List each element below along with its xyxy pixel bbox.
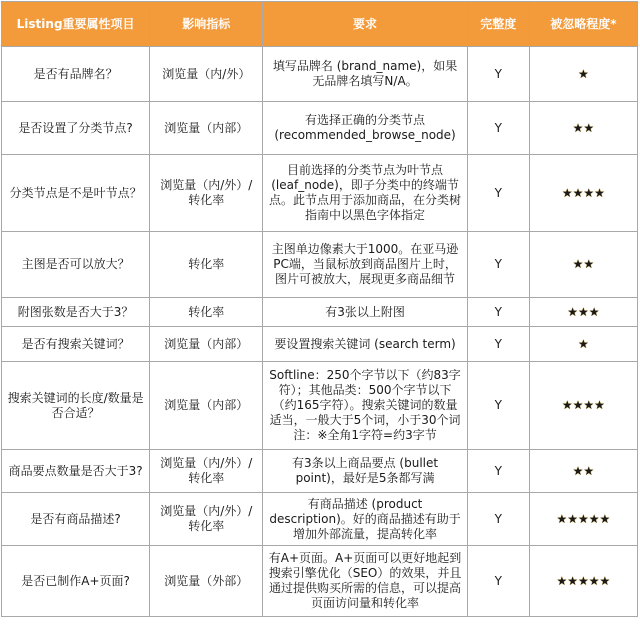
row-stars: ★★★ bbox=[529, 298, 637, 327]
row-complete: Y bbox=[467, 546, 529, 617]
row-stars: ★★★★ bbox=[529, 362, 637, 450]
header-requirement: 要求 bbox=[263, 2, 467, 47]
row-metric: 浏览量（内部） bbox=[150, 327, 263, 362]
row-item: 是否有品牌名？ bbox=[2, 47, 150, 102]
row-stars: ★★ bbox=[529, 450, 637, 493]
table-row bbox=[2, 232, 638, 298]
row-requirement: 有选择正确的分类节点 (recommended_browse_node) bbox=[263, 102, 467, 155]
row-metric: 浏览量（内/外）/ 转化率 bbox=[150, 450, 263, 493]
row-item: 商品要点数量是否大于3? bbox=[2, 450, 150, 493]
row-complete: Y bbox=[467, 298, 529, 327]
row-requirement: 主图单边像素大于1000。在亚马逊PC端，当鼠标放到商品图片上时，图片可被放大，展现更多商品细节 bbox=[263, 232, 467, 298]
header-metric: 影响指标 bbox=[150, 2, 263, 47]
row-metric: 浏览量（内/外） bbox=[150, 47, 263, 102]
row-metric: 浏览量（内部） bbox=[150, 362, 263, 450]
row-item: 分类节点是不是叶节点？ bbox=[2, 155, 150, 232]
row-item: 是否设置了分类节点? bbox=[2, 102, 150, 155]
row-complete: Y bbox=[467, 232, 529, 298]
row-complete: Y bbox=[467, 102, 529, 155]
table-row bbox=[2, 546, 638, 617]
row-metric: 转化率 bbox=[150, 298, 263, 327]
row-complete: Y bbox=[467, 493, 529, 546]
row-requirement: 要设置搜索关键词 (search term) bbox=[263, 327, 467, 362]
row-complete: Y bbox=[467, 450, 529, 493]
row-requirement: 目前选择的分类节点为叶节点 (leaf_node)，即子分类中的终端节点。此节点用于添加商品，在分类树指南中以黑色字体指定 bbox=[263, 155, 467, 232]
row-metric: 浏览量（内/外）/ 转化率 bbox=[150, 155, 263, 232]
row-item: 是否已制作A+页面? bbox=[2, 546, 150, 617]
header-completeness: 完整度 bbox=[467, 2, 529, 47]
row-item: 主图是否可以放大？ bbox=[2, 232, 150, 298]
listing-attributes-table bbox=[1, 1, 638, 617]
row-item: 是否有商品描述? bbox=[2, 493, 150, 546]
row-requirement: 有A+页面。A+页面可以更好地起到搜索引擎优化（SEO）的效果，并且通过提供购买所需的信息，可以提高页面访问量和转化率 bbox=[263, 546, 467, 617]
header-item: Listing重要属性项目 bbox=[2, 2, 150, 47]
table-row bbox=[2, 298, 638, 327]
table-row bbox=[2, 102, 638, 155]
table-row bbox=[2, 493, 638, 546]
row-metric: 浏览量（内部） bbox=[150, 102, 263, 155]
header-row bbox=[2, 2, 638, 47]
row-stars: ★★★★★ bbox=[529, 546, 637, 617]
row-stars: ★★★★★ bbox=[529, 493, 637, 546]
table-row bbox=[2, 362, 638, 450]
row-item: 搜索关键词的长度/数量是否合适？ bbox=[2, 362, 150, 450]
row-item: 是否有搜索关键词？ bbox=[2, 327, 150, 362]
row-complete: Y bbox=[467, 362, 529, 450]
table-row bbox=[2, 327, 638, 362]
header-neglect-level: 被忽略程度* bbox=[529, 2, 637, 47]
row-complete: Y bbox=[467, 327, 529, 362]
row-stars: ★★★★ bbox=[529, 155, 637, 232]
row-stars: ★ bbox=[529, 47, 637, 102]
row-stars: ★★ bbox=[529, 232, 637, 298]
table-row bbox=[2, 450, 638, 493]
row-requirement: Softline：250个字节以下（约83字符）；其他品类：500个字节以下（约165字符）。搜索关键词的数量适当，一般大于5个词，小于30个词 注：※全角1字符=约3字节 bbox=[263, 362, 467, 450]
row-complete: Y bbox=[467, 155, 529, 232]
row-requirement: 有3张以上附图 bbox=[263, 298, 467, 327]
row-stars: ★ bbox=[529, 327, 637, 362]
row-metric: 浏览量（内/外）/ 转化率 bbox=[150, 493, 263, 546]
table-row bbox=[2, 155, 638, 232]
table-row bbox=[2, 47, 638, 102]
row-requirement: 有3条以上商品要点 (bullet point)，最好是5条都写满 bbox=[263, 450, 467, 493]
row-stars: ★★ bbox=[529, 102, 637, 155]
row-metric: 浏览量（外部） bbox=[150, 546, 263, 617]
row-requirement: 有商品描述 (product description)。好的商品描述有助于增加外部流量，提高转化率 bbox=[263, 493, 467, 546]
row-complete: Y bbox=[467, 47, 529, 102]
row-requirement: 填写品牌名 (brand_name)，如果无品牌名填写N/A。 bbox=[263, 47, 467, 102]
row-item: 附图张数是否大于3？ bbox=[2, 298, 150, 327]
row-metric: 转化率 bbox=[150, 232, 263, 298]
